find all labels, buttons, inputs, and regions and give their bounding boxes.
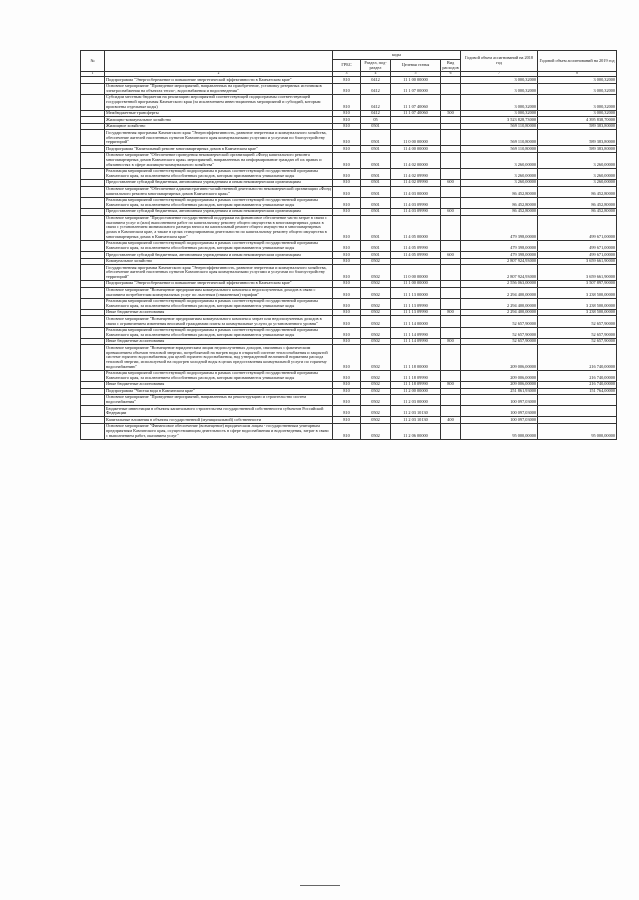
cell-description: Капитальные вложения в объекты государственной (муниципальной) собственности	[105, 417, 333, 424]
cell-target-article: 11 2 03 00000	[391, 395, 441, 406]
cell-value-2018: 100 097,03000	[461, 406, 538, 417]
cell-target-article: 11 2 03 10130	[391, 417, 441, 424]
cell-grbs: 810	[333, 395, 361, 406]
cell-grbs: 810	[333, 180, 361, 187]
cell-value-2019: 499 671,00000	[538, 240, 617, 251]
cell-grbs: 810	[333, 209, 361, 216]
cell-value-2019	[538, 395, 617, 406]
cell-value-2018: 479 398,00000	[461, 252, 538, 259]
cell-grbs: 810	[333, 240, 361, 251]
table-body	[81, 77, 617, 440]
cell-expense-type: 500	[441, 110, 461, 117]
cell-description: Основное мероприятие "Обеспечение проведения некоммерческой организацией «Фонд капитального ремонта многоквартирных домов Камчатского края» мероприятий, направленных на информирование граждан об их правах и обязанностях в сфере жилищно-коммунального хозяйства"	[105, 152, 333, 168]
cell-razdel: 0502	[361, 327, 391, 338]
cell-value-2019: 3 238 500,00000	[538, 309, 617, 316]
cell-target-article: 11 1 00 00000	[391, 281, 441, 288]
cell-value-2018: 3 260,00000	[461, 152, 538, 168]
cell-description: Основное мероприятие "Возмещение предприятиям коммунального комплекса недополученных доходов в связи с оказанием потребителям коммунальных услуг по льготным (сниженным) тарифам"	[105, 287, 333, 298]
cell-num	[81, 240, 105, 251]
cell-value-2019: 3 507 897,90000	[538, 281, 617, 288]
table-row	[81, 406, 617, 417]
cell-grbs: 810	[333, 281, 361, 288]
cell-expense-type	[441, 298, 461, 309]
cell-target-article: 11 1 18 00000	[391, 345, 441, 370]
cell-num	[81, 152, 105, 168]
cell-value-2018: 52 657,90000	[461, 327, 538, 338]
cell-expense-type	[441, 240, 461, 251]
cell-target-article: 11 1 14 09990	[391, 338, 441, 345]
cell-expense-type	[441, 83, 461, 94]
table-row	[81, 265, 617, 281]
budget-table	[80, 50, 617, 440]
column-index: 7	[461, 72, 538, 77]
cell-target-article: 11 4 02 09990	[391, 180, 441, 187]
cell-description: Иные бюджетные ассигнования	[105, 338, 333, 345]
cell-grbs: 810	[333, 258, 361, 265]
cell-num	[81, 395, 105, 406]
cell-razdel: 0501	[361, 152, 391, 168]
cell-value-2018: 251 861,93000	[461, 388, 538, 395]
cell-grbs: 810	[333, 388, 361, 395]
cell-razdel: 0501	[361, 180, 391, 187]
cell-grbs: 810	[333, 327, 361, 338]
cell-num	[81, 345, 105, 370]
cell-razdel: 05	[361, 117, 391, 124]
cell-target-article: 11 4 02 09990	[391, 168, 441, 179]
cell-description: Основное мероприятие "Проведение мероприятий, направленных на реконструкцию и строительство систем водоснабжения"	[105, 395, 333, 406]
cell-description: Государственная программа Камчатского края "Энергоэффективность, развитие энергетики и коммунального хозяйства, обеспечение жителей населенных пунктов Камчатского края коммунальными услугами и услугами по благоустройству территорий"	[105, 265, 333, 281]
cell-num	[81, 95, 105, 111]
cell-description: Реализация мероприятий соответствующей подпрограммы в рамках соответствующей государственной программы Камчатского края, за исключением обособленных расходов, которым присваиваются уникальные коды	[105, 197, 333, 208]
column-index: 5	[391, 72, 441, 77]
cell-value-2018: 209 006,00000	[461, 370, 538, 381]
cell-expense-type	[441, 423, 461, 439]
header-desc	[105, 51, 333, 72]
cell-grbs: 810	[333, 265, 361, 281]
cell-razdel: 0502	[361, 309, 391, 316]
table-row	[81, 83, 617, 94]
cell-num	[81, 316, 105, 327]
cell-value-2018: 3 000,32000	[461, 77, 538, 84]
cell-num	[81, 197, 105, 208]
cell-value-2019: 3 659 661,90000	[538, 258, 617, 265]
cell-expense-type	[441, 168, 461, 179]
cell-description: Субсидии местным бюджетам на реализацию мероприятий соответствующей подпрограммы соответствующей государственной программы Камчатского края (за исключением инвестиционных мероприятий и субсидий, которым присвоены отдельные коды)	[105, 95, 333, 111]
cell-num	[81, 215, 105, 240]
cell-razdel: 0501	[361, 123, 391, 130]
cell-grbs: 810	[333, 186, 361, 197]
header-num: №	[81, 51, 105, 72]
cell-target-article: 11 0 00 00000	[391, 265, 441, 281]
cell-razdel: 0502	[361, 345, 391, 370]
cell-razdel: 0502	[361, 406, 391, 417]
cell-razdel: 0501	[361, 215, 391, 240]
cell-razdel: 0501	[361, 168, 391, 179]
cell-target-article: 11 1 13 09990	[391, 309, 441, 316]
cell-razdel: 0501	[361, 186, 391, 197]
cell-target-article: 11 2 00 00000	[391, 388, 441, 395]
cell-target-article: 11 4 03 09990	[391, 197, 441, 208]
table-row	[81, 215, 617, 240]
cell-value-2018: 95 000,00000	[461, 423, 538, 439]
cell-razdel: 0501	[361, 209, 391, 216]
cell-target-article: 11 1 18 09990	[391, 370, 441, 381]
header-vr: Вид расходов	[442, 59, 459, 70]
cell-target-article: 11 2 06 00000	[391, 423, 441, 439]
cell-num	[81, 287, 105, 298]
cell-value-2019: 52 657,90000	[538, 316, 617, 327]
cell-value-2019: 216 740,00000	[538, 382, 617, 389]
cell-num	[81, 130, 105, 146]
cell-grbs: 810	[333, 252, 361, 259]
cell-expense-type	[441, 345, 461, 370]
cell-description: Реализация мероприятий соответствующей подпрограммы в рамках соответствующей государственной программы Камчатского края, за исключением обособленных расходов, которым присваиваются уникальные коды	[105, 240, 333, 251]
cell-razdel: 0412	[361, 77, 391, 84]
cell-description: Основное мероприятие "Обеспечение административно-хозяйственной деятельности некоммерческой организации «Фонд капитального ремонта многоквартирных домов Камчатского края»"	[106, 186, 331, 196]
cell-description: Основное мероприятие "Возмещение юридическим лицам недополученных доходов, связанных с фактическим превышением объемов тепловой энергии, потребляемой на нагрев воды в открытой системе теплоснабжения и закрытой системе горячего водоснабжения для целей горячего водоснабжения, над утвержденной величиной норматива расхода тепловой энергии, используемой на подогрев холодной воды в целях предоставления коммунальной услуги по горячему водоснабжению"	[105, 345, 333, 370]
table-row	[81, 298, 617, 309]
table-row	[81, 395, 617, 406]
cell-expense-type	[441, 406, 461, 417]
cell-target-article: 11 1 13 09990	[391, 298, 441, 309]
cell-value-2019: 3 000,32000	[538, 77, 617, 84]
header-grbs: ГРБС	[333, 60, 361, 72]
cell-value-2019: 216 740,00000	[538, 345, 617, 370]
cell-value-2018: 3 260,00000	[461, 168, 538, 179]
cell-target-article: 11 1 07 40060	[391, 95, 441, 111]
table-row	[81, 95, 617, 111]
cell-expense-type	[441, 197, 461, 208]
cell-description: Жилищное хозяйство	[105, 123, 333, 130]
cell-expense-type	[441, 215, 461, 240]
cell-value-2019: 3 000,32000	[538, 110, 617, 117]
cell-description: Иные бюджетные ассигнования	[105, 382, 333, 389]
cell-value-2019: 3 260,00000	[538, 180, 617, 187]
cell-value-2018: 479 398,00000	[461, 240, 538, 251]
cell-value-2018: 52 657,90000	[461, 338, 538, 345]
cell-grbs: 810	[333, 423, 361, 439]
cell-expense-type: 600	[441, 180, 461, 187]
column-index: 2	[105, 72, 333, 77]
cell-grbs: 810	[333, 298, 361, 309]
cell-value-2019: 52 657,90000	[538, 327, 617, 338]
cell-value-2019: 3 000,32000	[538, 83, 617, 94]
cell-grbs: 810	[333, 110, 361, 117]
cell-razdel: 0502	[361, 423, 391, 439]
cell-expense-type	[441, 95, 461, 111]
table-row	[81, 130, 617, 146]
cell-value-2018: 100 097,03000	[461, 395, 538, 406]
cell-value-2018: 569 110,80000	[461, 146, 538, 153]
cell-razdel: 0501	[361, 240, 391, 251]
cell-value-2018: 3 000,32000	[461, 83, 538, 94]
cell-num	[81, 298, 105, 309]
cell-value-2019: 86 452,80000	[538, 209, 617, 216]
cell-value-2019: 86 452,80000	[538, 197, 617, 208]
cell-description: Предоставление субсидий бюджетным, автономным учреждениям и иным некоммерческим организациям	[105, 209, 333, 216]
header-year-2019: Годовой объем ассигнований на 2019 год	[538, 51, 617, 72]
cell-razdel: 0501	[361, 130, 391, 146]
cell-grbs: 810	[333, 309, 361, 316]
cell-value-2019: 4 395 838,70000	[538, 117, 617, 124]
cell-description: Подпрограмма "Энергосбережение и повышение энергетической эффективности в Камчатском крае"	[105, 281, 333, 288]
cell-description: Реализация мероприятий соответствующей подпрограммы в рамках соответствующей государственной программы Камчатского края, за исключением обособленных расходов, которым присваиваются уникальные коды	[105, 327, 333, 338]
cell-num	[81, 423, 105, 439]
cell-value-2018: 2 807 924,93000	[461, 258, 538, 265]
cell-target-article: 11 2 03 10130	[391, 406, 441, 417]
cell-expense-type	[441, 152, 461, 168]
cell-description: Межбюджетные трансферты	[105, 110, 333, 117]
cell-value-2018: 569 110,80000	[461, 130, 538, 146]
cell-razdel: 0502	[361, 298, 391, 309]
cell-grbs: 810	[333, 130, 361, 146]
cell-razdel: 0502	[361, 388, 391, 395]
cell-num	[81, 327, 105, 338]
cell-target-article: 11 0 00 00000	[391, 130, 441, 146]
cell-description: Коммунальное хозяйство	[105, 258, 333, 265]
table-row	[81, 370, 617, 381]
cell-value-2019: 216 740,00000	[538, 370, 617, 381]
cell-razdel: 0501	[361, 252, 391, 259]
cell-value-2019: 589 383,80000	[538, 130, 617, 146]
cell-expense-type	[441, 327, 461, 338]
cell-expense-type: 400	[441, 417, 461, 424]
cell-value-2019: 3 238 500,00000	[538, 287, 617, 298]
cell-description: Предоставление субсидий бюджетным, автономным учреждениям и иным некоммерческим организациям	[105, 180, 333, 187]
cell-grbs: 810	[333, 287, 361, 298]
cell-razdel: 0502	[361, 417, 391, 424]
cell-value-2019: 499 671,00000	[538, 252, 617, 259]
header-year-2018: Годовой объем ассигнований на 2018 год	[461, 51, 538, 72]
header-codes: коды	[333, 51, 461, 60]
cell-target-article: 11 1 18 09990	[391, 382, 441, 389]
cell-expense-type	[441, 370, 461, 381]
table-row	[81, 316, 617, 327]
cell-description: Бюджетные инвестиции в объекты капитального строительства государственной собственности субъектов Российской Федерации	[105, 406, 333, 417]
cell-expense-type	[441, 265, 461, 281]
table-row	[81, 345, 617, 370]
cell-target-article: 11 1 14 09990	[391, 327, 441, 338]
cell-razdel: 0502	[361, 281, 391, 288]
cell-num	[81, 168, 105, 179]
cell-razdel: 0502	[361, 395, 391, 406]
cell-description: Реализация мероприятий соответствующей подпрограммы в рамках соответствующей государственной программы Камчатского края, за исключением обособленных расходов, которым присваиваются уникальные коды	[105, 370, 333, 381]
cell-razdel: 0412	[361, 95, 391, 111]
cell-description: Реализация мероприятий соответствующей подпрограммы в рамках соответствующей государственной программы Камчатского края, за исключением обособленных расходов, которым присваиваются уникальные коды	[105, 168, 333, 179]
cell-expense-type	[441, 287, 461, 298]
cell-description: Основное мероприятие "Финансовое обеспечение (возмещение) юридическим лицам - государственным унитарным предприятиям Камчатского края, осуществляющим деятельность в сфере водоснабжения и водоотведения, затрат в связи с выполнением работ, оказанием услуг"	[105, 423, 333, 439]
cell-target-article: 11 4 02 00000	[391, 152, 441, 168]
cell-num	[81, 370, 105, 381]
cell-target-article: 11 1 14 00000	[391, 316, 441, 327]
cell-description: Подпрограмма "Чистая вода в Камчатском крае"	[105, 388, 333, 395]
cell-razdel: 0412	[361, 110, 391, 117]
table-row	[81, 197, 617, 208]
column-index: 1	[81, 72, 105, 77]
cell-description: Подпрограмма "Капитальный ремонт многоквартирных домов в Камчатском крае"	[105, 146, 333, 153]
column-index: 8	[538, 72, 617, 77]
cell-grbs: 810	[333, 152, 361, 168]
cell-grbs: 810	[333, 406, 361, 417]
footer-mark	[300, 885, 340, 886]
cell-value-2018: 100 097,03000	[461, 417, 538, 424]
cell-num	[81, 83, 105, 94]
column-index: 3	[333, 72, 361, 77]
cell-target-article: 11 4 03 09990	[391, 209, 441, 216]
cell-num	[81, 265, 105, 281]
cell-description: Иные бюджетные ассигнования	[105, 309, 333, 316]
cell-expense-type	[441, 395, 461, 406]
cell-target-article: 11 4 03 00000	[391, 186, 441, 197]
cell-description: Государственная программа Камчатского края "Энергоэффективность, развитие энергетики и коммунального хозяйства, обеспечение жителей населенных пунктов Камчатского края коммунальными услугами и услугами по благоустройству территорий"	[105, 130, 333, 146]
cell-value-2019: 3 260,00000	[538, 168, 617, 179]
cell-value-2018: 3 523 828,73000	[461, 117, 538, 124]
cell-razdel: 0502	[361, 287, 391, 298]
cell-target-article: 11 4 05 09990	[391, 240, 441, 251]
cell-target-article: 11 4 05 09990	[391, 252, 441, 259]
cell-description: Реализация мероприятий соответствующей подпрограммы в рамках соответствующей государственной программы Камчатского края, за исключением обособленных расходов, которым присваиваются уникальные коды	[105, 298, 333, 309]
cell-description: Основное мероприятие "Проведение мероприятий, направленных на приобретение, установку резервных источников электроснабжения на объектах тепло-, водоснабжения и водоотведения"	[105, 83, 333, 94]
cell-value-2019	[538, 406, 617, 417]
cell-value-2018: 2 294 400,00000	[461, 287, 538, 298]
cell-razdel: 0502	[361, 370, 391, 381]
table-row	[81, 287, 617, 298]
cell-razdel: 0502	[361, 258, 391, 265]
cell-grbs: 810	[333, 123, 361, 130]
cell-value-2019: 95 000,00000	[538, 423, 617, 439]
cell-grbs: 810	[333, 83, 361, 94]
cell-target-article: 11 1 00 00000	[391, 77, 441, 84]
cell-value-2019: 52 657,90000	[538, 338, 617, 345]
cell-expense-type	[441, 130, 461, 146]
cell-razdel: 0502	[361, 265, 391, 281]
cell-value-2019: 151 764,00000	[538, 388, 617, 395]
table-row	[81, 186, 617, 197]
cell-description: Основное мероприятие "Возмещение предприятиям коммунального комплекса затрат или недополученных доходов в связи с ограничением изменения вносимой гражданами платы за коммунальные услуги до установленного уровня"	[105, 316, 333, 327]
cell-target-article: 11 4 05 00000	[391, 215, 441, 240]
cell-value-2019: 589 383,80000	[538, 123, 617, 130]
cell-value-2018: 2 294 400,00000	[461, 309, 538, 316]
cell-expense-type: 600	[441, 209, 461, 216]
cell-grbs: 810	[333, 370, 361, 381]
cell-value-2019: 86 452,80000	[538, 186, 617, 197]
cell-value-2018: 479 398,00000	[461, 215, 538, 240]
cell-razdel: 0412	[361, 83, 391, 94]
header-csr: Целевая статья	[391, 60, 441, 72]
cell-num	[81, 406, 105, 417]
cell-razdel: 0502	[361, 382, 391, 389]
cell-value-2018: 569 110,80000	[461, 123, 538, 130]
table-row	[81, 423, 617, 439]
cell-value-2018: 2 556 063,00000	[461, 281, 538, 288]
cell-value-2018: 2 807 924,93000	[461, 265, 538, 281]
cell-razdel: 0502	[361, 338, 391, 345]
cell-grbs: 810	[333, 95, 361, 111]
cell-value-2018: 209 006,00000	[461, 345, 538, 370]
cell-value-2018: 52 657,90000	[461, 316, 538, 327]
cell-num	[81, 186, 105, 197]
cell-grbs: 810	[333, 417, 361, 424]
cell-expense-type	[441, 316, 461, 327]
cell-razdel: 0501	[361, 197, 391, 208]
table-row	[81, 327, 617, 338]
table-row	[81, 152, 617, 168]
column-index: 6	[441, 72, 461, 77]
cell-value-2019: 499 671,00000	[538, 215, 617, 240]
cell-target-article: 11 1 07 40060	[391, 110, 441, 117]
cell-value-2019: 3 238 500,00000	[538, 298, 617, 309]
cell-description: Жилищно-коммунальное хозяйство	[105, 117, 333, 124]
cell-value-2018: 86 452,80000	[461, 197, 538, 208]
cell-grbs: 810	[333, 146, 361, 153]
table-row	[81, 240, 617, 251]
cell-value-2018: 86 452,80000	[461, 209, 538, 216]
cell-expense-type: 800	[441, 309, 461, 316]
cell-grbs: 810	[333, 77, 361, 84]
cell-expense-type	[441, 186, 461, 197]
cell-value-2018: 2 294 400,00000	[461, 298, 538, 309]
cell-value-2018: 209 006,00000	[461, 382, 538, 389]
cell-grbs: 810	[333, 338, 361, 345]
cell-grbs: 810	[333, 382, 361, 389]
cell-target-article: 11 1 07 00000	[391, 83, 441, 94]
cell-value-2019: 3 000,32000	[538, 95, 617, 111]
cell-description: Подпрограмма "Энергосбережение и повышение энергетической эффективности в Камчатском крае"	[105, 77, 333, 84]
cell-value-2018: 3 000,32000	[461, 95, 538, 111]
cell-value-2019: 3 260,00000	[538, 152, 617, 168]
cell-grbs: 810	[333, 215, 361, 240]
cell-value-2019: 3 659 661,90000	[538, 265, 617, 281]
cell-value-2018: 3 260,00000	[461, 180, 538, 187]
cell-grbs: 810	[333, 117, 361, 124]
cell-description: Основное мероприятие "Предоставление государственной поддержки на финансовое обеспечение части затрат в связи с оказанием услуг и (или) выполнением работ по капитальному ремонту общего имущества в многоквартирных домах в связи с установлением минимального размера взноса на капитальный ремонт общего имущества в многоквартирных домах в Камчатском крае, а также в целях стимулирования деятельности по капитальному ремонту общего имущества в многоквартирных домах в Камчатском крае"	[105, 215, 333, 240]
table-header	[81, 51, 617, 77]
cell-razdel: 0501	[361, 146, 391, 153]
cell-value-2018: 86 452,80000	[461, 186, 538, 197]
cell-expense-type: 600	[441, 252, 461, 259]
cell-value-2018: 3 000,32000	[461, 110, 538, 117]
cell-grbs: 810	[333, 197, 361, 208]
cell-target-article: 11 1 13 00000	[391, 287, 441, 298]
cell-grbs: 810	[333, 168, 361, 179]
cell-target-article: 11 4 00 00000	[391, 146, 441, 153]
table-row	[81, 168, 617, 179]
cell-description: Предоставление субсидий бюджетным, автономным учреждениям и иным некоммерческим организациям	[105, 252, 333, 259]
cell-value-2019: 589 383,80000	[538, 146, 617, 153]
cell-expense-type: 800	[441, 338, 461, 345]
cell-expense-type: 800	[441, 382, 461, 389]
header-razdel: Раздел, под-раздел	[361, 60, 391, 72]
cell-grbs: 810	[333, 316, 361, 327]
cell-razdel: 0502	[361, 316, 391, 327]
cell-grbs: 810	[333, 345, 361, 370]
column-index: 4	[361, 72, 391, 77]
